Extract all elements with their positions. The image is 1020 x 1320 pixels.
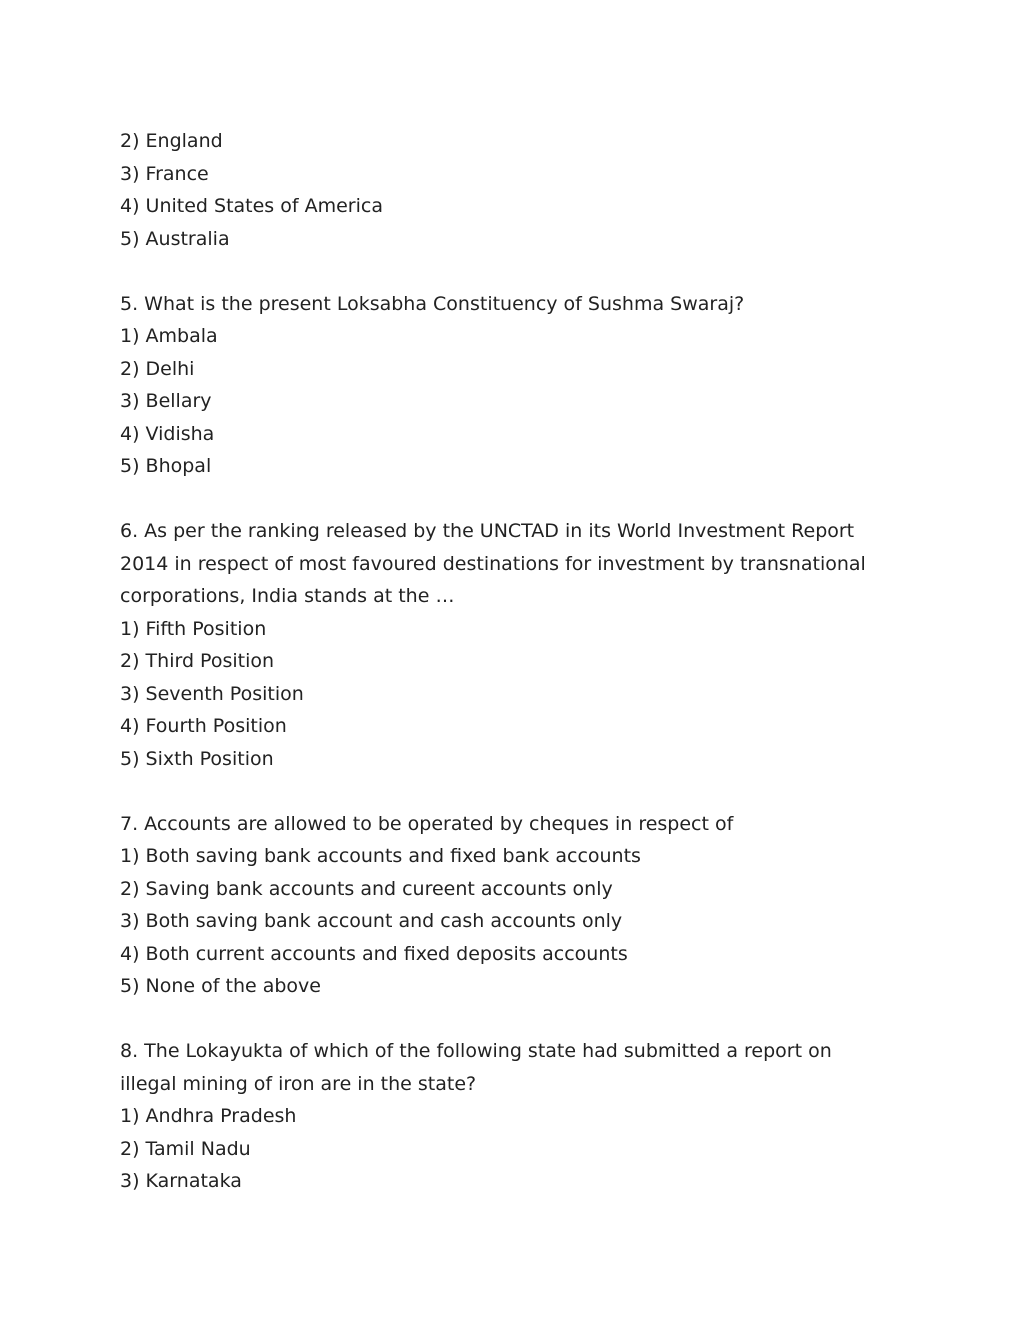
option-3: 3) Karnataka: [120, 1170, 242, 1192]
option-1: 1) Fifth Position: [120, 617, 267, 640]
option-2: 2) Saving bank accounts and cureent accounts only: [120, 877, 613, 900]
option-5: 5) Sixth Position: [120, 747, 274, 770]
option-3: 3) France: [120, 162, 209, 185]
option-2: 2) Delhi: [120, 357, 195, 380]
option-5: 5) Bhopal: [120, 455, 212, 477]
question-text-line-1: 8. The Lokayukta of which of the following state had submitted a report on: [120, 1040, 832, 1062]
question-text-line-3: corporations, India stands at the …: [120, 585, 455, 607]
option-1: 1) Ambala: [120, 325, 218, 347]
question-block-4-continued: [120, 125, 890, 255]
option-2: 2) England: [120, 130, 223, 152]
question-text: 5. What is the present Loksabha Constituency of Sushma Swaraj?: [120, 292, 745, 315]
document-page: [120, 125, 890, 1230]
question-block-6: [120, 515, 890, 775]
option-4: 4) United States of America: [120, 195, 383, 217]
option-1: 1) Andhra Pradesh: [120, 1105, 297, 1127]
option-3: 3) Both saving bank account and cash accounts only: [120, 910, 623, 932]
question-text: 7. Accounts are allowed to be operated by cheques in respect of: [120, 812, 734, 835]
option-3: 3) Bellary: [120, 390, 212, 412]
option-2: 2) Tamil Nadu: [120, 1137, 251, 1160]
option-4: 4) Vidisha: [120, 422, 215, 445]
option-1: 1) Both saving bank accounts and fixed bank accounts: [120, 845, 641, 867]
option-5: 5) None of the above: [120, 975, 321, 997]
option-5: 5) Australia: [120, 227, 230, 250]
question-text-line-2: illegal mining of iron are in the state?: [120, 1072, 477, 1095]
option-4: 4) Both current accounts and fixed deposits accounts: [120, 942, 628, 965]
option-2: 2) Third Position: [120, 650, 275, 672]
option-3: 3) Seventh Position: [120, 682, 304, 705]
question-text-line-1: 6. As per the ranking released by the UNCTAD in its World Investment Report: [120, 520, 855, 542]
question-block-8: [120, 1035, 890, 1198]
question-text-line-2: 2014 in respect of most favoured destinations for investment by transnational: [120, 552, 866, 575]
option-4: 4) Fourth Position: [120, 715, 287, 737]
question-block-7: [120, 808, 890, 1003]
question-block-5: [120, 288, 890, 483]
